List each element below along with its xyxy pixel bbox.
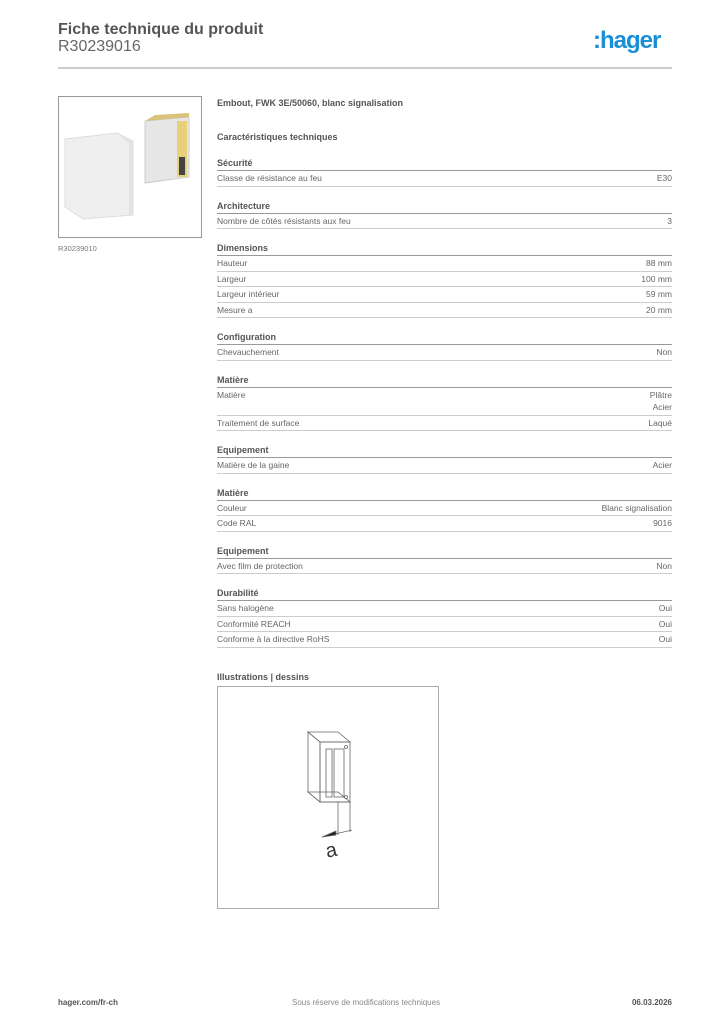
spec-row: [217, 256, 672, 272]
spec-group-title: Configuration: [217, 330, 672, 345]
product-code: R30239016: [58, 38, 141, 55]
spec-label: Largeur: [217, 273, 247, 284]
spec-group-title: Sécurité: [217, 156, 672, 171]
spec-label: Matière de la gaine: [217, 460, 290, 470]
spec-value-line: Oui: [658, 618, 672, 629]
spec-value: [653, 517, 672, 530]
spec-group-title: Matière: [217, 373, 672, 388]
spec-label: Classe de résistance au feu: [217, 173, 322, 183]
spec-group-title: Architecture: [217, 199, 672, 214]
spec-label: Chevauchement: [217, 347, 279, 357]
spec-value: [659, 618, 672, 631]
spec-group: [217, 486, 672, 532]
spec-value: [656, 560, 672, 573]
spec-value: [646, 288, 672, 301]
spec-value-line: E30: [656, 173, 672, 183]
spec-group: [217, 443, 672, 474]
spec-value: [659, 633, 672, 646]
spec-label: Couleur: [217, 502, 247, 513]
spec-group: [217, 199, 672, 230]
footer-date: 06.03.2026: [631, 998, 672, 1007]
spec-value-line: 3: [667, 215, 672, 226]
spec-value: [667, 215, 672, 228]
spec-row: [217, 632, 672, 648]
spec-value: [646, 257, 672, 270]
image-caption: R30239010: [58, 244, 97, 253]
dimension-label: a: [323, 838, 340, 863]
spec-row: [217, 303, 672, 319]
spec-label: Conformité REACH: [217, 618, 291, 629]
spec-value: [641, 273, 672, 286]
spec-value: [646, 304, 672, 317]
spec-label: Hauteur: [217, 258, 248, 268]
spec-group-title: Matière: [217, 486, 672, 501]
spec-group: [217, 544, 672, 575]
spec-group: [217, 241, 672, 318]
spec-value: [653, 459, 672, 472]
spec-value-line: Oui: [658, 634, 672, 644]
spec-group: [217, 373, 672, 432]
spec-row: [217, 287, 672, 303]
spec-value-line: 9016: [653, 518, 672, 528]
spec-group: [217, 156, 672, 187]
footer-note: Sous réserve de modifications techniques: [292, 998, 441, 1007]
spec-row: [217, 272, 672, 288]
spec-value-line: Laqué: [648, 417, 672, 428]
spec-value: [656, 346, 672, 359]
spec-label: Matière: [217, 389, 246, 400]
spec-value-line: 20 mm: [646, 304, 672, 315]
spec-value-line: Non: [656, 560, 672, 571]
spec-row: [217, 559, 672, 575]
page-title: Fiche technique du produit: [58, 21, 264, 38]
spec-group-title: Durabilité: [217, 586, 672, 601]
technical-drawing: [217, 686, 439, 909]
spec-value-line: 88 mm: [646, 258, 672, 268]
spec-label: Traitement de surface: [217, 417, 300, 428]
spec-value-line: Blanc signalisation: [601, 502, 672, 513]
spec-row: [217, 501, 672, 517]
hager-logo: :hager: [593, 27, 661, 54]
header-divider: [58, 67, 672, 69]
spec-group-title: Equipement: [217, 443, 672, 458]
spec-row: [217, 516, 672, 532]
spec-value: [657, 172, 672, 185]
spec-groups: [217, 156, 672, 648]
spec-row: [217, 171, 672, 187]
spec-label: Conforme à la directive RoHS: [217, 634, 330, 644]
spec-row: [217, 458, 672, 474]
illustrations-title: Illustrations | dessins: [217, 671, 310, 682]
spec-value: [659, 602, 672, 615]
spec-label: Code RAL: [217, 518, 257, 528]
spec-label: Largeur intérieur: [217, 289, 280, 299]
spec-row: [217, 345, 672, 361]
spec-row: [217, 214, 672, 230]
spec-group: [217, 586, 672, 648]
spec-value-line: Oui: [658, 603, 672, 613]
product-image: [58, 96, 202, 238]
section-title: Caractéristiques techniques: [217, 132, 338, 142]
spec-group: [217, 330, 672, 361]
spec-label: Avec film de protection: [217, 560, 303, 571]
spec-value-line: Acier: [652, 460, 672, 470]
spec-value: [648, 417, 672, 430]
spec-row: [217, 601, 672, 617]
spec-group-title: Dimensions: [217, 241, 672, 256]
spec-group-title: Equipement: [217, 544, 672, 559]
spec-row: [217, 617, 672, 633]
product-name: Embout, FWK 3E/50060, blanc signalisation: [217, 98, 404, 108]
spec-label: Nombre de côtés résistants aux feu: [217, 215, 351, 226]
spec-label: Mesure a: [217, 304, 253, 315]
footer-website[interactable]: hager.com/fr-ch: [58, 998, 119, 1007]
spec-row: [217, 416, 672, 432]
spec-value-line: Non: [656, 347, 672, 357]
spec-label: Sans halogène: [217, 603, 274, 613]
spec-value-line: 100 mm: [641, 273, 672, 284]
spec-value-line: Acier: [652, 402, 672, 412]
spec-row: [217, 388, 672, 416]
spec-value: [650, 389, 672, 414]
spec-value: [602, 502, 672, 515]
spec-column: [217, 96, 672, 909]
spec-value-line: Plâtre: [649, 389, 672, 400]
spec-value-line: 59 mm: [646, 289, 672, 299]
